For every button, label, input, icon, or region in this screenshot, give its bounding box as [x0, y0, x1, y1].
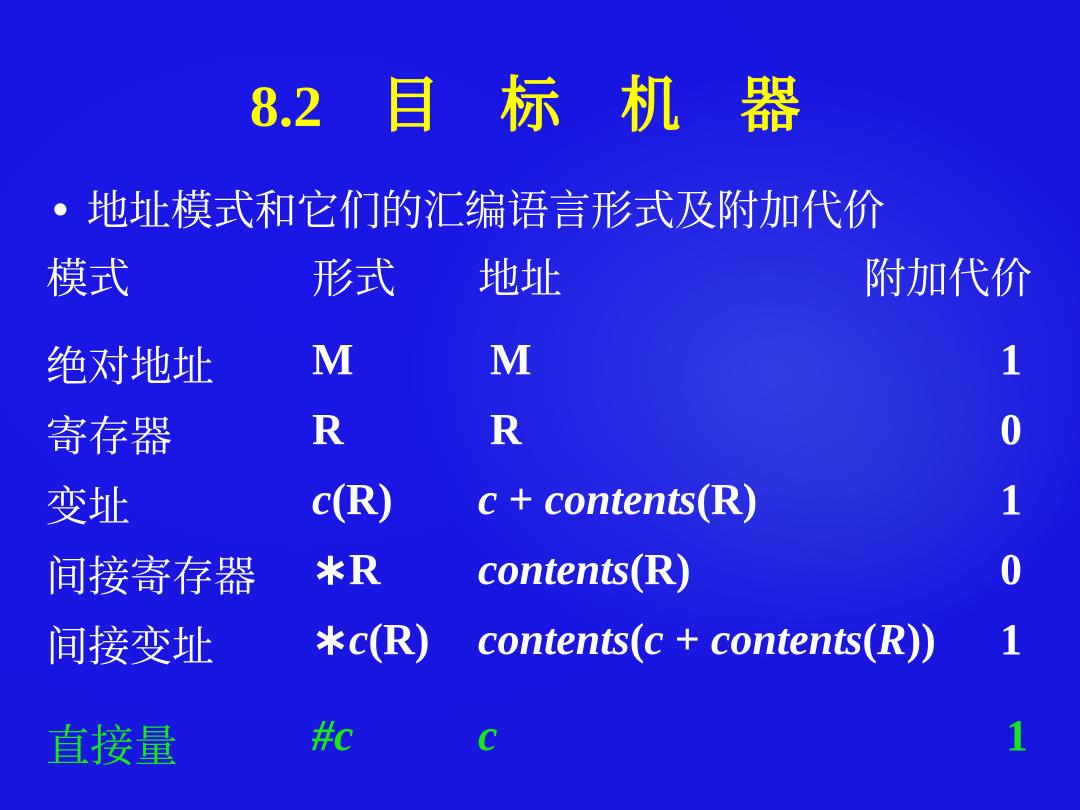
row-form: c(R) [312, 475, 393, 524]
slide-title [0, 58, 1080, 144]
row-form: ∗R [312, 545, 381, 594]
row-cost: 1 [1000, 335, 1022, 384]
title-char: 标 [500, 71, 561, 141]
table-row [0, 474, 1080, 534]
row-mode: 绝对地址 [46, 342, 215, 391]
row-cost: 0 [1000, 405, 1022, 454]
row-form: M [312, 335, 354, 384]
header-form: 形式 [312, 254, 397, 303]
table-row [0, 334, 1080, 394]
row-form: #c [312, 711, 354, 760]
row-cost: 1 [1000, 475, 1022, 524]
row-mode: 变址 [46, 482, 131, 531]
header-mode: 模式 [46, 254, 131, 303]
table-row-highlight [0, 710, 1080, 770]
title-char: 目 [380, 71, 441, 141]
title-char: 器 [740, 71, 801, 141]
row-form: ∗c(R) [312, 615, 430, 664]
table-row [0, 544, 1080, 604]
row-address: R [490, 405, 522, 454]
row-cost: 0 [1000, 545, 1022, 594]
row-form: R [312, 405, 344, 454]
row-address: contents(R) [478, 545, 691, 594]
table-row [0, 614, 1080, 674]
row-mode: 寄存器 [46, 412, 173, 461]
row-cost: 1 [1006, 711, 1028, 760]
row-address: contents(c + contents(R)) [478, 615, 936, 664]
bullet-marker: • [48, 186, 73, 235]
row-cost: 1 [1000, 615, 1022, 664]
bullet-text: 地址模式和它们的汇编语言形式及附加代价 [86, 186, 885, 235]
table-header [0, 246, 1080, 306]
bullet-point [48, 178, 885, 238]
table-row [0, 404, 1080, 464]
row-address: c + contents(R) [478, 475, 758, 524]
title-char: 机 [620, 71, 681, 141]
title-number: 8.2 [249, 74, 323, 139]
header-cost: 附加代价 [863, 254, 1032, 303]
row-address: c [478, 711, 498, 760]
row-mode: 直接量 [46, 721, 178, 772]
row-mode: 间接寄存器 [46, 552, 257, 601]
row-address: M [490, 335, 532, 384]
row-mode: 间接变址 [46, 622, 215, 671]
header-address: 地址 [478, 254, 563, 303]
